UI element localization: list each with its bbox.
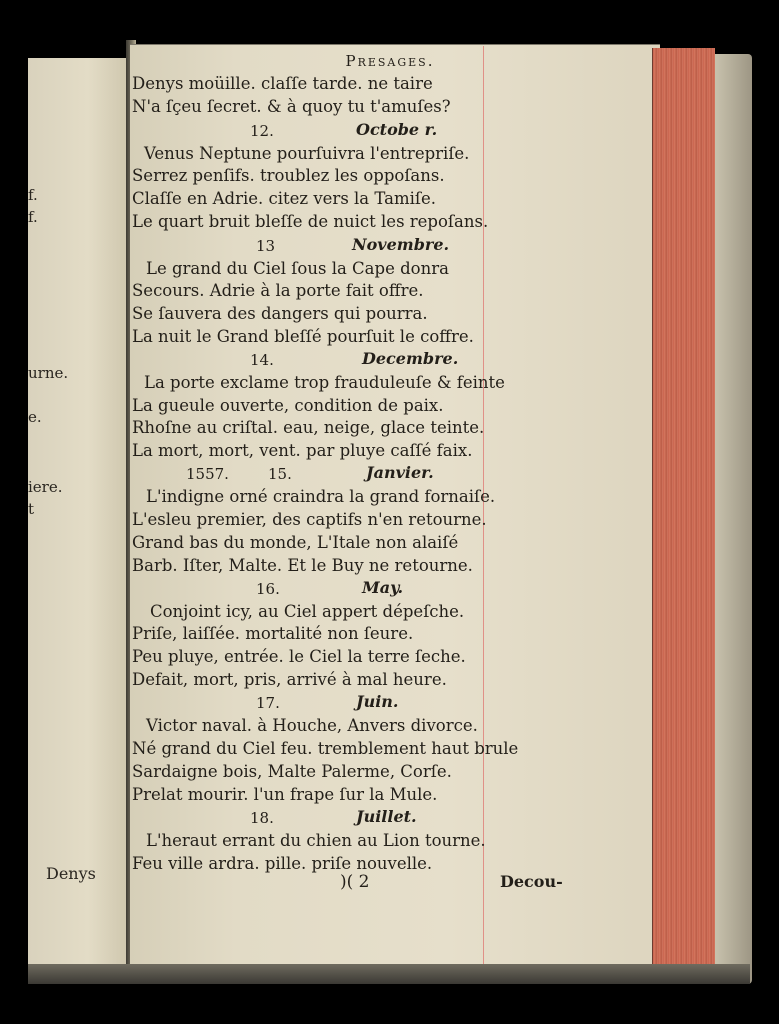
- verse-line: Le quart bruit bleſſe de nuict les repoſans.: [132, 212, 489, 231]
- quatrain-month: Janvier.: [366, 463, 434, 482]
- verse-line: Serrez penſifs. troublez les oppoſans.: [132, 166, 445, 185]
- left-catchword: Denys: [46, 864, 96, 883]
- left-fragment: t: [28, 500, 35, 518]
- margin-rule: [483, 46, 484, 968]
- quatrain-month: Decembre.: [362, 349, 459, 368]
- catchword: Decou-: [500, 872, 563, 891]
- red-page-edges: [652, 48, 715, 970]
- verse-line: Grand bas du monde, L'Itale non alaiſé: [132, 533, 459, 552]
- verse-line: Conjoint icy, au Ciel appert dépeſche.: [150, 602, 465, 621]
- verse-line: Le grand du Ciel ſous la Cape donra: [146, 259, 449, 278]
- verse-line: Defait, mort, pris, arrivé à mal heure.: [132, 670, 447, 689]
- verse-line: Victor naval. à Houche, Anvers divorce.: [146, 716, 478, 735]
- verse-line: La gueule ouverte, condition de paix.: [132, 396, 444, 415]
- left-page: [28, 58, 129, 966]
- quatrain-number: 16.: [256, 580, 280, 598]
- verse-line: N'a ſçeu ſecret. & à quoy tu t'amuſes?: [132, 97, 451, 116]
- verse-line: L'esleu premier, des captifs n'en retourne.: [132, 510, 487, 529]
- verse-line: Peu pluye, entrée. le Ciel la terre ſeche.: [132, 647, 466, 666]
- left-fragment: f.: [28, 186, 38, 204]
- quatrain-number: 14.: [250, 351, 274, 369]
- verse-line: Se ſauvera des dangers qui pourra.: [132, 304, 428, 323]
- verse-line: L'heraut errant du chien au Lion tourne.: [146, 831, 486, 850]
- quatrain-number: 17.: [256, 694, 280, 712]
- quatrain-month: Novembre.: [352, 235, 450, 254]
- verse-line: Secours. Adrie à la porte fait offre.: [132, 281, 424, 300]
- quatrain-number: 12.: [250, 122, 274, 140]
- running-head: Presages.: [345, 52, 435, 70]
- quatrain-month: Octobe r.: [356, 120, 438, 139]
- verse-line: Priſe, laiſſée. mortalité non ſeure.: [132, 624, 414, 643]
- verse-line: Rhoſne au criſtal. eau, neige, glace teinte.: [132, 418, 485, 437]
- quatrain-month: Juin.: [356, 692, 399, 711]
- left-fragment: e.: [28, 408, 42, 426]
- quatrain-number: 18.: [250, 809, 274, 827]
- verse-line: La mort, mort, vent. par pluye caſſé faix.: [132, 441, 473, 460]
- left-fragment: f.: [28, 208, 38, 226]
- book-bottom-edge: [28, 964, 750, 984]
- quatrain-number: 15.: [268, 465, 292, 483]
- signature-mark: )( 2: [340, 872, 370, 892]
- verse-line: Claſſe en Adrie. citez vers la Tamiſe.: [132, 189, 436, 208]
- verse-line: Denys moüille. claſſe tarde. ne taire: [132, 74, 433, 93]
- verse-line: Prelat mourir. l'un frape ſur la Mule.: [132, 785, 438, 804]
- quatrain-year: 1557.: [186, 465, 229, 483]
- verse-line: Feu ville ardra. pille. priſe nouvelle.: [132, 854, 433, 873]
- quatrain-month: May.: [362, 578, 404, 597]
- left-fragment: iere.: [28, 478, 63, 496]
- quatrain-month: Juillet.: [356, 807, 417, 826]
- verse-line: La porte exclame trop frauduleuſe & feinte: [144, 373, 505, 392]
- verse-line: Sardaigne bois, Malte Palerme, Corſe.: [132, 762, 452, 781]
- verse-line: La nuit le Grand bleſſé pourſuit le coffre.: [132, 327, 474, 346]
- verse-line: L'indigne orné craindra la grand fornaiſe.: [146, 487, 496, 506]
- left-fragment: urne.: [28, 364, 69, 382]
- verse-line: Né grand du Ciel feu. tremblement haut brule: [132, 739, 519, 758]
- quatrain-number: 13: [256, 237, 276, 255]
- verse-line: Barb. Iſter, Malte. Et le Buy ne retourne.: [132, 556, 473, 575]
- verse-line: Venus Neptune pourſuivra l'entrepriſe.: [144, 144, 470, 163]
